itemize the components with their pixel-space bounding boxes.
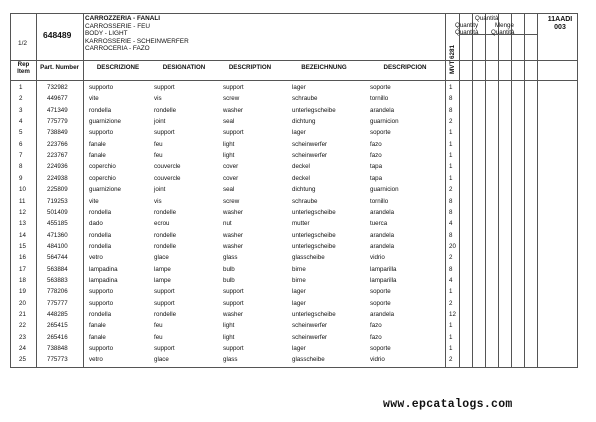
row-rep: 8: [19, 163, 23, 171]
row-designation: lampe: [154, 265, 171, 273]
row-bezeichnung: deckel: [292, 174, 310, 182]
row-descripcion: arandela: [370, 106, 395, 114]
row-quantity: 4: [449, 276, 453, 284]
table-row: [11, 320, 577, 331]
row-descripcion: arandela: [370, 242, 395, 250]
row-rep: 23: [19, 333, 26, 341]
row-part-number: 265415: [47, 322, 68, 330]
table-row: [11, 196, 577, 207]
row-descrizione: rondella: [89, 231, 112, 239]
table-row: [11, 139, 577, 150]
table-row: [11, 82, 577, 93]
row-description: light: [223, 322, 235, 330]
row-rep: 24: [19, 345, 26, 353]
row-description: bulb: [223, 276, 235, 284]
table-row: [11, 218, 577, 229]
row-description: support: [223, 299, 244, 307]
row-designation: rondelle: [154, 231, 177, 239]
row-designation: feu: [154, 322, 163, 330]
row-bezeichnung: lager: [292, 345, 306, 353]
row-part-number: 563883: [47, 276, 68, 284]
row-designation: vis: [154, 197, 162, 205]
table-row: [11, 161, 577, 172]
col-designation: DESIGNATION: [162, 64, 206, 71]
col-part-number: Part. Number: [40, 64, 79, 71]
table-row: [11, 127, 577, 138]
row-rep: 3: [19, 106, 23, 114]
row-descrizione: coperchio: [89, 163, 116, 171]
col-description: DESCRIPTION: [228, 64, 272, 71]
row-description: washer: [223, 106, 243, 114]
row-descrizione: guarnizione: [89, 186, 121, 194]
row-description: nut: [223, 220, 232, 228]
table-row: [11, 354, 577, 365]
row-quantity: 1: [449, 174, 453, 182]
row-rep: 25: [19, 356, 26, 364]
title-es: CARROCERIA - FAZO: [85, 45, 150, 53]
row-quantity: 8: [449, 231, 453, 239]
row-descripcion: arandela: [370, 311, 395, 318]
row-designation: support: [154, 299, 175, 307]
row-quantity: 1: [449, 333, 453, 341]
table-row: [11, 264, 577, 275]
row-part-number: 775779: [47, 118, 68, 126]
quantity-sub-2: Quantità: [455, 29, 479, 36]
row-part-number: 223767: [47, 152, 68, 160]
table-row: [11, 309, 577, 320]
col-rep: Rep: [17, 61, 30, 68]
row-descripcion: tuerca: [370, 220, 388, 228]
row-descripcion: soporte: [370, 288, 391, 296]
row-bezeichnung: schraube: [292, 95, 318, 103]
row-bezeichnung: glasscheibe: [292, 254, 325, 262]
row-rep: 21: [19, 311, 26, 318]
row-description: support: [223, 84, 244, 91]
row-bezeichnung: deckel: [292, 163, 310, 171]
table-row: [11, 275, 577, 286]
row-quantity: 8: [449, 197, 453, 205]
row-description: cover: [223, 163, 239, 171]
quantity-label: Quantità: [475, 15, 499, 22]
row-designation: support: [154, 345, 175, 353]
row-rep: 4: [19, 118, 23, 126]
row-descripcion: fazo: [370, 140, 382, 148]
row-part-number: 484100: [47, 242, 68, 250]
row-descrizione: rondella: [89, 242, 112, 250]
row-rep: 12: [19, 208, 26, 216]
row-part-number: 265416: [47, 333, 68, 341]
row-descripcion: vidrio: [370, 356, 385, 364]
row-part-number: 223766: [47, 140, 68, 148]
row-description: washer: [223, 242, 243, 250]
row-rep: 1: [19, 84, 23, 91]
row-descripcion: tapa: [370, 174, 383, 182]
row-quantity: 1: [449, 322, 453, 330]
model-code: MVT 6281: [449, 44, 456, 74]
row-designation: rondelle: [154, 242, 177, 250]
assembly-part-number: 648489: [43, 30, 72, 40]
row-designation: support: [154, 288, 175, 296]
table-row: [11, 207, 577, 218]
row-quantity: 8: [449, 265, 453, 273]
row-quantity: 1: [449, 140, 453, 148]
row-rep: 5: [19, 129, 23, 137]
row-descrizione: lampadina: [89, 265, 118, 273]
row-descripcion: arandela: [370, 208, 395, 216]
row-bezeichnung: scheinwerfer: [292, 322, 328, 330]
row-descrizione: vetro: [89, 356, 103, 364]
row-designation: joint: [154, 118, 166, 126]
quantity-sub-1: Quantity: [455, 22, 479, 29]
row-descripcion: fazo: [370, 333, 382, 341]
row-quantity: 8: [449, 95, 453, 103]
row-part-number: 775773: [47, 356, 68, 364]
row-descrizione: supporto: [89, 129, 114, 137]
row-description: washer: [223, 311, 243, 318]
table-row: [11, 93, 577, 104]
row-designation: feu: [154, 140, 163, 148]
row-descrizione: lampadina: [89, 276, 118, 284]
row-rep: 17: [19, 265, 26, 273]
row-bezeichnung: schraube: [292, 197, 318, 205]
row-quantity: 20: [449, 242, 456, 250]
row-descripcion: guarnicion: [370, 186, 399, 194]
table-row: [11, 241, 577, 252]
row-part-number: 455185: [47, 220, 68, 228]
row-part-number: 501409: [47, 208, 68, 216]
row-rep: 15: [19, 242, 26, 250]
row-bezeichnung: glasscheibe: [292, 356, 325, 364]
menge-sub-2: Quantità: [491, 29, 515, 36]
row-bezeichnung: scheinwerfer: [292, 152, 328, 160]
row-quantity: 8: [449, 208, 453, 216]
title-fr: CARROSSERIE - FEU: [85, 22, 150, 30]
row-descripcion: lamparilla: [370, 276, 397, 284]
row-descripcion: guarnicion: [370, 118, 399, 126]
row-bezeichnung: lager: [292, 129, 306, 137]
col-rep-item: [13, 61, 34, 75]
row-descrizione: vite: [89, 197, 99, 205]
row-part-number: 471360: [47, 231, 68, 239]
row-descripcion: soporte: [370, 299, 391, 307]
row-descripcion: lamparilla: [370, 265, 397, 273]
row-part-number: 719253: [47, 197, 68, 205]
row-part-number: 449677: [47, 95, 68, 103]
row-rep: 20: [19, 299, 26, 307]
row-descrizione: vetro: [89, 254, 103, 262]
row-bezeichnung: lager: [292, 84, 306, 91]
table-row: [11, 173, 577, 184]
row-designation: vis: [154, 95, 162, 103]
row-descrizione: fanale: [89, 152, 106, 160]
row-description: cover: [223, 174, 239, 182]
row-part-number: 448285: [47, 311, 68, 318]
row-descripcion: tornillo: [370, 197, 389, 205]
row-rep: 9: [19, 174, 23, 182]
col-bezeichnung: BEZEICHNUNG: [301, 64, 347, 71]
row-designation: feu: [154, 333, 163, 341]
row-descrizione: rondella: [89, 208, 112, 216]
row-descrizione: vite: [89, 95, 99, 103]
table-row: [11, 116, 577, 127]
row-description: glass: [223, 356, 238, 364]
col-descrizione: DESCRIZIONE: [96, 64, 140, 71]
row-descrizione: fanale: [89, 333, 106, 341]
page-reference: 1/2: [18, 40, 28, 47]
row-rep: 18: [19, 276, 26, 284]
row-description: screw: [223, 95, 240, 103]
title-en: BODY - LIGHT: [85, 30, 128, 38]
row-bezeichnung: scheinwerfer: [292, 140, 328, 148]
row-bezeichnung: dichtung: [292, 186, 316, 194]
row-descripcion: soporte: [370, 84, 391, 91]
row-descripcion: tornillo: [370, 95, 389, 103]
row-part-number: 224938: [47, 174, 68, 182]
row-description: light: [223, 333, 235, 341]
table-row: [11, 298, 577, 309]
row-descrizione: dado: [89, 220, 103, 228]
row-description: support: [223, 288, 244, 296]
row-description: support: [223, 345, 244, 353]
column-header-divider: [11, 80, 577, 81]
row-part-number: 224936: [47, 163, 68, 171]
row-part-number: 775777: [47, 299, 68, 307]
row-descrizione: guarnizione: [89, 118, 121, 126]
row-rep: 6: [19, 140, 23, 148]
section-titles: [85, 15, 189, 53]
row-designation: support: [154, 84, 175, 91]
row-rep: 22: [19, 322, 26, 330]
row-descrizione: rondella: [89, 106, 112, 114]
row-rep: 14: [19, 231, 26, 239]
row-descripcion: vidrio: [370, 254, 385, 262]
row-quantity: 2: [449, 299, 453, 307]
row-designation: ecrou: [154, 220, 170, 228]
row-designation: joint: [154, 186, 166, 194]
row-descrizione: coperchio: [89, 174, 116, 182]
row-designation: rondelle: [154, 208, 177, 216]
row-bezeichnung: lager: [292, 288, 306, 296]
row-bezeichnung: unterlegscheibe: [292, 106, 336, 114]
row-description: screw: [223, 197, 240, 205]
table-row: [11, 343, 577, 354]
row-descrizione: fanale: [89, 322, 106, 330]
row-designation: glace: [154, 356, 169, 364]
col-descripcion: DESCRIPCION: [383, 64, 427, 71]
row-descripcion: soporte: [370, 345, 391, 353]
table-row: [11, 105, 577, 116]
row-designation: couvercle: [154, 163, 181, 171]
row-part-number: 738849: [47, 129, 68, 137]
row-rep: 19: [19, 288, 26, 296]
row-descrizione: rondella: [89, 311, 112, 318]
row-bezeichnung: scheinwerfer: [292, 333, 328, 341]
row-quantity: 2: [449, 254, 453, 262]
row-rep: 11: [19, 197, 26, 205]
row-quantity: 1: [449, 129, 453, 137]
row-part-number: 225809: [47, 186, 68, 194]
row-quantity: 2: [449, 186, 453, 194]
table-row: [11, 150, 577, 161]
title-de: KARROSSERIE - SCHEINWERFER: [85, 37, 189, 45]
row-part-number: 471349: [47, 106, 68, 114]
row-descrizione: supporto: [89, 299, 114, 307]
row-descrizione: supporto: [89, 84, 114, 91]
row-quantity: 1: [449, 84, 453, 91]
row-designation: couvercle: [154, 174, 181, 182]
row-quantity: 12: [449, 311, 456, 318]
row-description: glass: [223, 254, 238, 262]
row-rep: 2: [19, 95, 23, 103]
row-rep: 16: [19, 254, 26, 262]
row-descripcion: arandela: [370, 231, 395, 239]
row-descrizione: supporto: [89, 345, 114, 353]
section-code-1: 11AADI: [547, 16, 573, 23]
row-description: washer: [223, 208, 243, 216]
row-designation: lampe: [154, 276, 171, 284]
row-rep: 10: [19, 186, 26, 194]
row-designation: support: [154, 129, 175, 137]
row-description: light: [223, 152, 235, 160]
row-description: seal: [223, 118, 235, 126]
row-quantity: 1: [449, 345, 453, 353]
row-part-number: 778206: [47, 288, 68, 296]
row-quantity: 4: [449, 220, 453, 228]
row-description: bulb: [223, 265, 235, 273]
row-bezeichnung: mutter: [292, 220, 310, 228]
row-bezeichnung: unterlegscheibe: [292, 242, 336, 250]
row-description: seal: [223, 186, 235, 194]
row-bezeichnung: lager: [292, 299, 306, 307]
row-bezeichnung: birne: [292, 276, 306, 284]
row-descrizione: fanale: [89, 140, 106, 148]
row-descrizione: supporto: [89, 288, 114, 296]
row-part-number: 563884: [47, 265, 68, 273]
row-bezeichnung: unterlegscheibe: [292, 231, 336, 239]
row-descripcion: fazo: [370, 152, 382, 160]
row-description: support: [223, 129, 244, 137]
header-divider: [11, 60, 577, 61]
row-part-number: 564744: [47, 254, 68, 262]
table-row: [11, 286, 577, 297]
table-row: [11, 332, 577, 343]
menge-sub-1: Menge: [495, 22, 514, 29]
row-quantity: 8: [449, 106, 453, 114]
row-rep: 13: [19, 220, 26, 228]
row-part-number: 732982: [47, 84, 68, 91]
row-designation: rondelle: [154, 106, 177, 114]
row-rep: 7: [19, 152, 23, 160]
row-quantity: 1: [449, 288, 453, 296]
row-quantity: 1: [449, 163, 453, 171]
row-designation: rondelle: [154, 311, 177, 318]
row-descripcion: tapa: [370, 163, 383, 171]
row-quantity: 1: [449, 152, 453, 160]
table-row: [11, 184, 577, 195]
section-code-2: 003: [554, 24, 566, 31]
row-designation: feu: [154, 152, 163, 160]
row-designation: glace: [154, 254, 169, 262]
table-row: [11, 252, 577, 263]
row-bezeichnung: unterlegscheibe: [292, 208, 336, 216]
row-descripcion: fazo: [370, 322, 382, 330]
row-bezeichnung: unterlegscheibe: [292, 311, 336, 318]
row-description: washer: [223, 231, 243, 239]
row-quantity: 2: [449, 356, 453, 364]
title-it: CARROZZERIA - FANALI: [85, 15, 161, 22]
row-description: light: [223, 140, 235, 148]
section-code: [541, 16, 579, 32]
row-bezeichnung: dichtung: [292, 118, 316, 126]
row-bezeichnung: birne: [292, 265, 306, 273]
watermark: www.epcatalogs.com: [383, 398, 513, 411]
row-quantity: 2: [449, 118, 453, 126]
row-descripcion: soporte: [370, 129, 391, 137]
parts-table: [10, 13, 578, 368]
table-row: [11, 230, 577, 241]
row-part-number: 738848: [47, 345, 68, 353]
col-item: Item: [17, 68, 30, 75]
